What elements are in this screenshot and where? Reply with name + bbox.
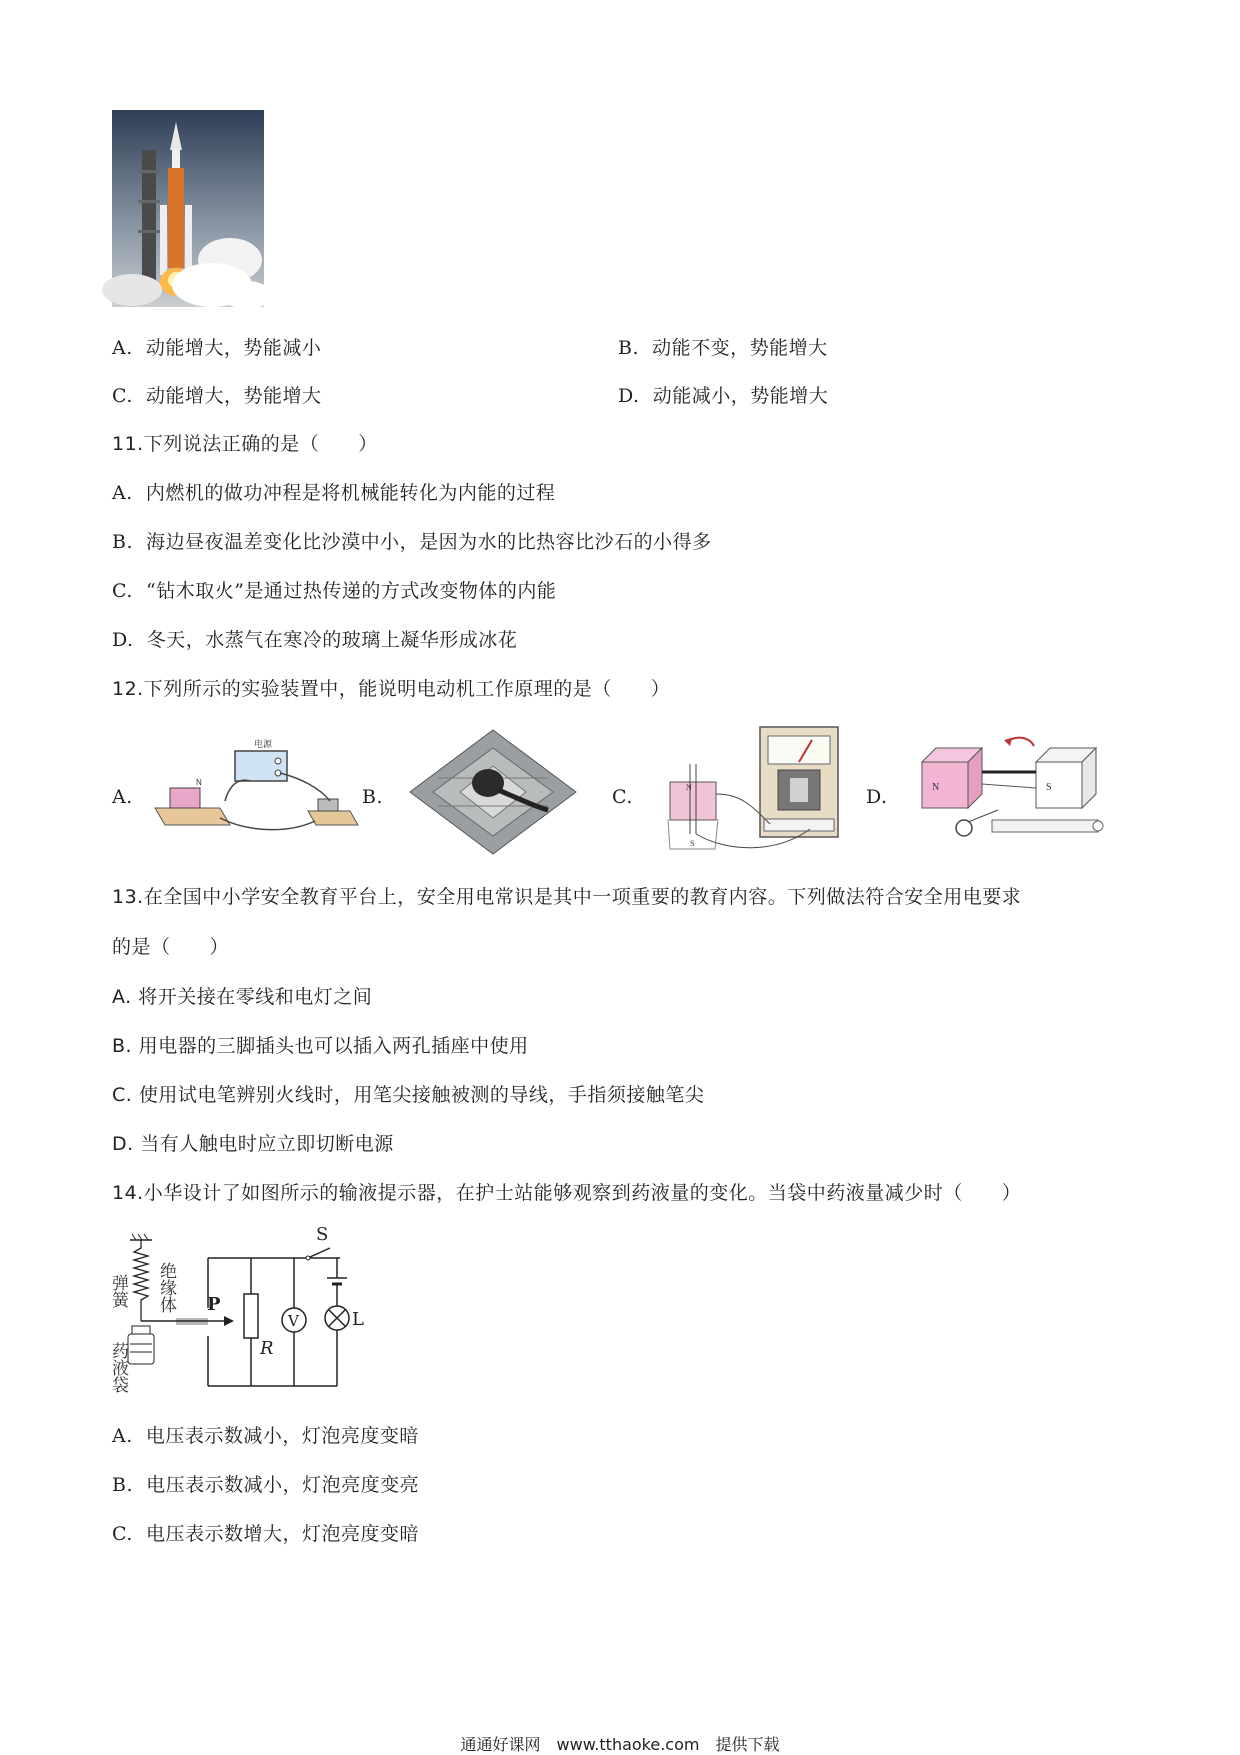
option-text: 海边昼夜温差变化比沙漠中小，是因为水的比热容比沙石的小得多: [146, 531, 712, 553]
bag-label: 药液袋: [108, 1342, 128, 1393]
q13-option-b: [112, 1034, 529, 1058]
option-text: 动能减小，势能增大: [652, 385, 829, 407]
q11-option-b: [112, 530, 712, 554]
option-letter: A.: [112, 986, 132, 1008]
q11-option-d: [112, 628, 517, 652]
fig-c-oersted-galvanometer-setup: [660, 724, 860, 864]
fig-d-motor-principle-setup: [908, 732, 1110, 850]
q10-option-d: [618, 384, 828, 408]
option-text: 当有人触电时应立即切断电源: [140, 1133, 394, 1155]
option-text: 内燃机的做功冲程是将机械能转化为内能的过程: [145, 482, 556, 504]
q14-circuit-diagram: [108, 1224, 382, 1404]
option-text: 动能增大，势能减小: [145, 337, 322, 359]
fig-b-compass-sinan: [408, 728, 578, 856]
option-letter: D.: [112, 629, 134, 651]
option-letter: B.: [618, 337, 640, 359]
option-text: 使用试电笔辨别火线时，用笔尖接触被测的导线，手指须接触笔尖: [138, 1084, 705, 1106]
q10-option-b: [618, 336, 828, 360]
option-text: 动能增大，势能增大: [146, 385, 322, 407]
fig-a-n-label: N: [196, 778, 202, 787]
fig-c-n-label: N: [686, 783, 692, 792]
q10-option-a: [112, 336, 321, 360]
option-letter: C.: [112, 1084, 133, 1106]
q13-stem-line1: 13.在全国中小学安全教育平台上，安全用电常识是其中一项重要的教育内容。下列做法符合安全用电要求: [112, 886, 1022, 908]
fig-d-s-label: S: [1046, 782, 1052, 793]
q14-option-b: [112, 1473, 419, 1497]
option-letter: C.: [112, 1523, 133, 1545]
q11-option-c: [112, 579, 556, 603]
option-letter: B.: [112, 1474, 134, 1496]
q13-option-a: [112, 985, 372, 1009]
option-letter: A.: [112, 337, 133, 359]
page-footer: 通通好课网 www.tthaoke.com 提供下载: [460, 1735, 780, 1754]
fig-a-electromagnetic-induction-setup: [150, 733, 360, 833]
option-text: 电压表示数增大，灯泡亮度变暗: [146, 1523, 420, 1545]
q12-label-d: D.: [866, 786, 888, 808]
q12-label-c: C.: [612, 786, 633, 808]
option-letter: C.: [112, 385, 133, 407]
q11-stem: 11.下列说法正确的是（ ）: [112, 433, 378, 455]
q12-label-a: A.: [112, 786, 133, 808]
resistor-r-label: R: [260, 1338, 274, 1359]
option-letter: C.: [112, 580, 133, 602]
option-text: 动能不变，势能增大: [652, 337, 828, 359]
option-letter: B.: [112, 531, 134, 553]
fig-c-s-label: S: [690, 839, 695, 848]
option-text: 冬天，水蒸气在寒冷的玻璃上凝华形成冰花: [146, 629, 518, 651]
q12-stem: 12.下列所示的实验装置中，能说明电动机工作原理的是（ ）: [112, 678, 671, 700]
option-letter: B.: [112, 1035, 133, 1057]
insulator-label: 绝缘体: [156, 1262, 176, 1313]
option-text: 将开关接在零线和电灯之间: [138, 986, 373, 1008]
option-text: 电压表示数减小，灯泡亮度变亮: [146, 1474, 420, 1496]
option-letter: D.: [618, 385, 640, 407]
q14-option-c: [112, 1522, 419, 1546]
q14-option-a: [112, 1424, 419, 1448]
lamp-l-label: L: [352, 1309, 364, 1330]
option-text: “钻木取火”是通过热传递的方式改变物体的内能: [146, 580, 557, 602]
q13-option-c: [112, 1083, 704, 1107]
q13-option-d: [112, 1132, 394, 1156]
voltmeter-v-label: V: [288, 1312, 299, 1330]
option-text: 用电器的三脚插头也可以插入两孔插座中使用: [138, 1035, 529, 1057]
rocket-launch-image: [112, 110, 264, 307]
option-text: 电压表示数减小，灯泡亮度变暗: [145, 1425, 419, 1447]
option-letter: D.: [112, 1133, 134, 1155]
fig-a-power-label: 电源: [254, 739, 273, 749]
spring-label: 弹簧: [108, 1274, 128, 1308]
switch-s-label: S: [316, 1224, 329, 1245]
option-letter: A.: [112, 1425, 133, 1447]
slider-p-label: P: [207, 1294, 221, 1315]
q11-option-a: [112, 481, 555, 505]
fig-d-n-label: N: [932, 782, 940, 793]
q14-stem: 14.小华设计了如图所示的输液提示器，在护士站能够观察到药液量的变化。当袋中药液量减少时（ ）: [112, 1182, 1022, 1204]
option-letter: A.: [112, 482, 133, 504]
q13-stem-line2: 的是（ ）: [112, 936, 230, 958]
q12-label-b: B.: [362, 786, 384, 808]
q10-option-c: [112, 384, 322, 408]
